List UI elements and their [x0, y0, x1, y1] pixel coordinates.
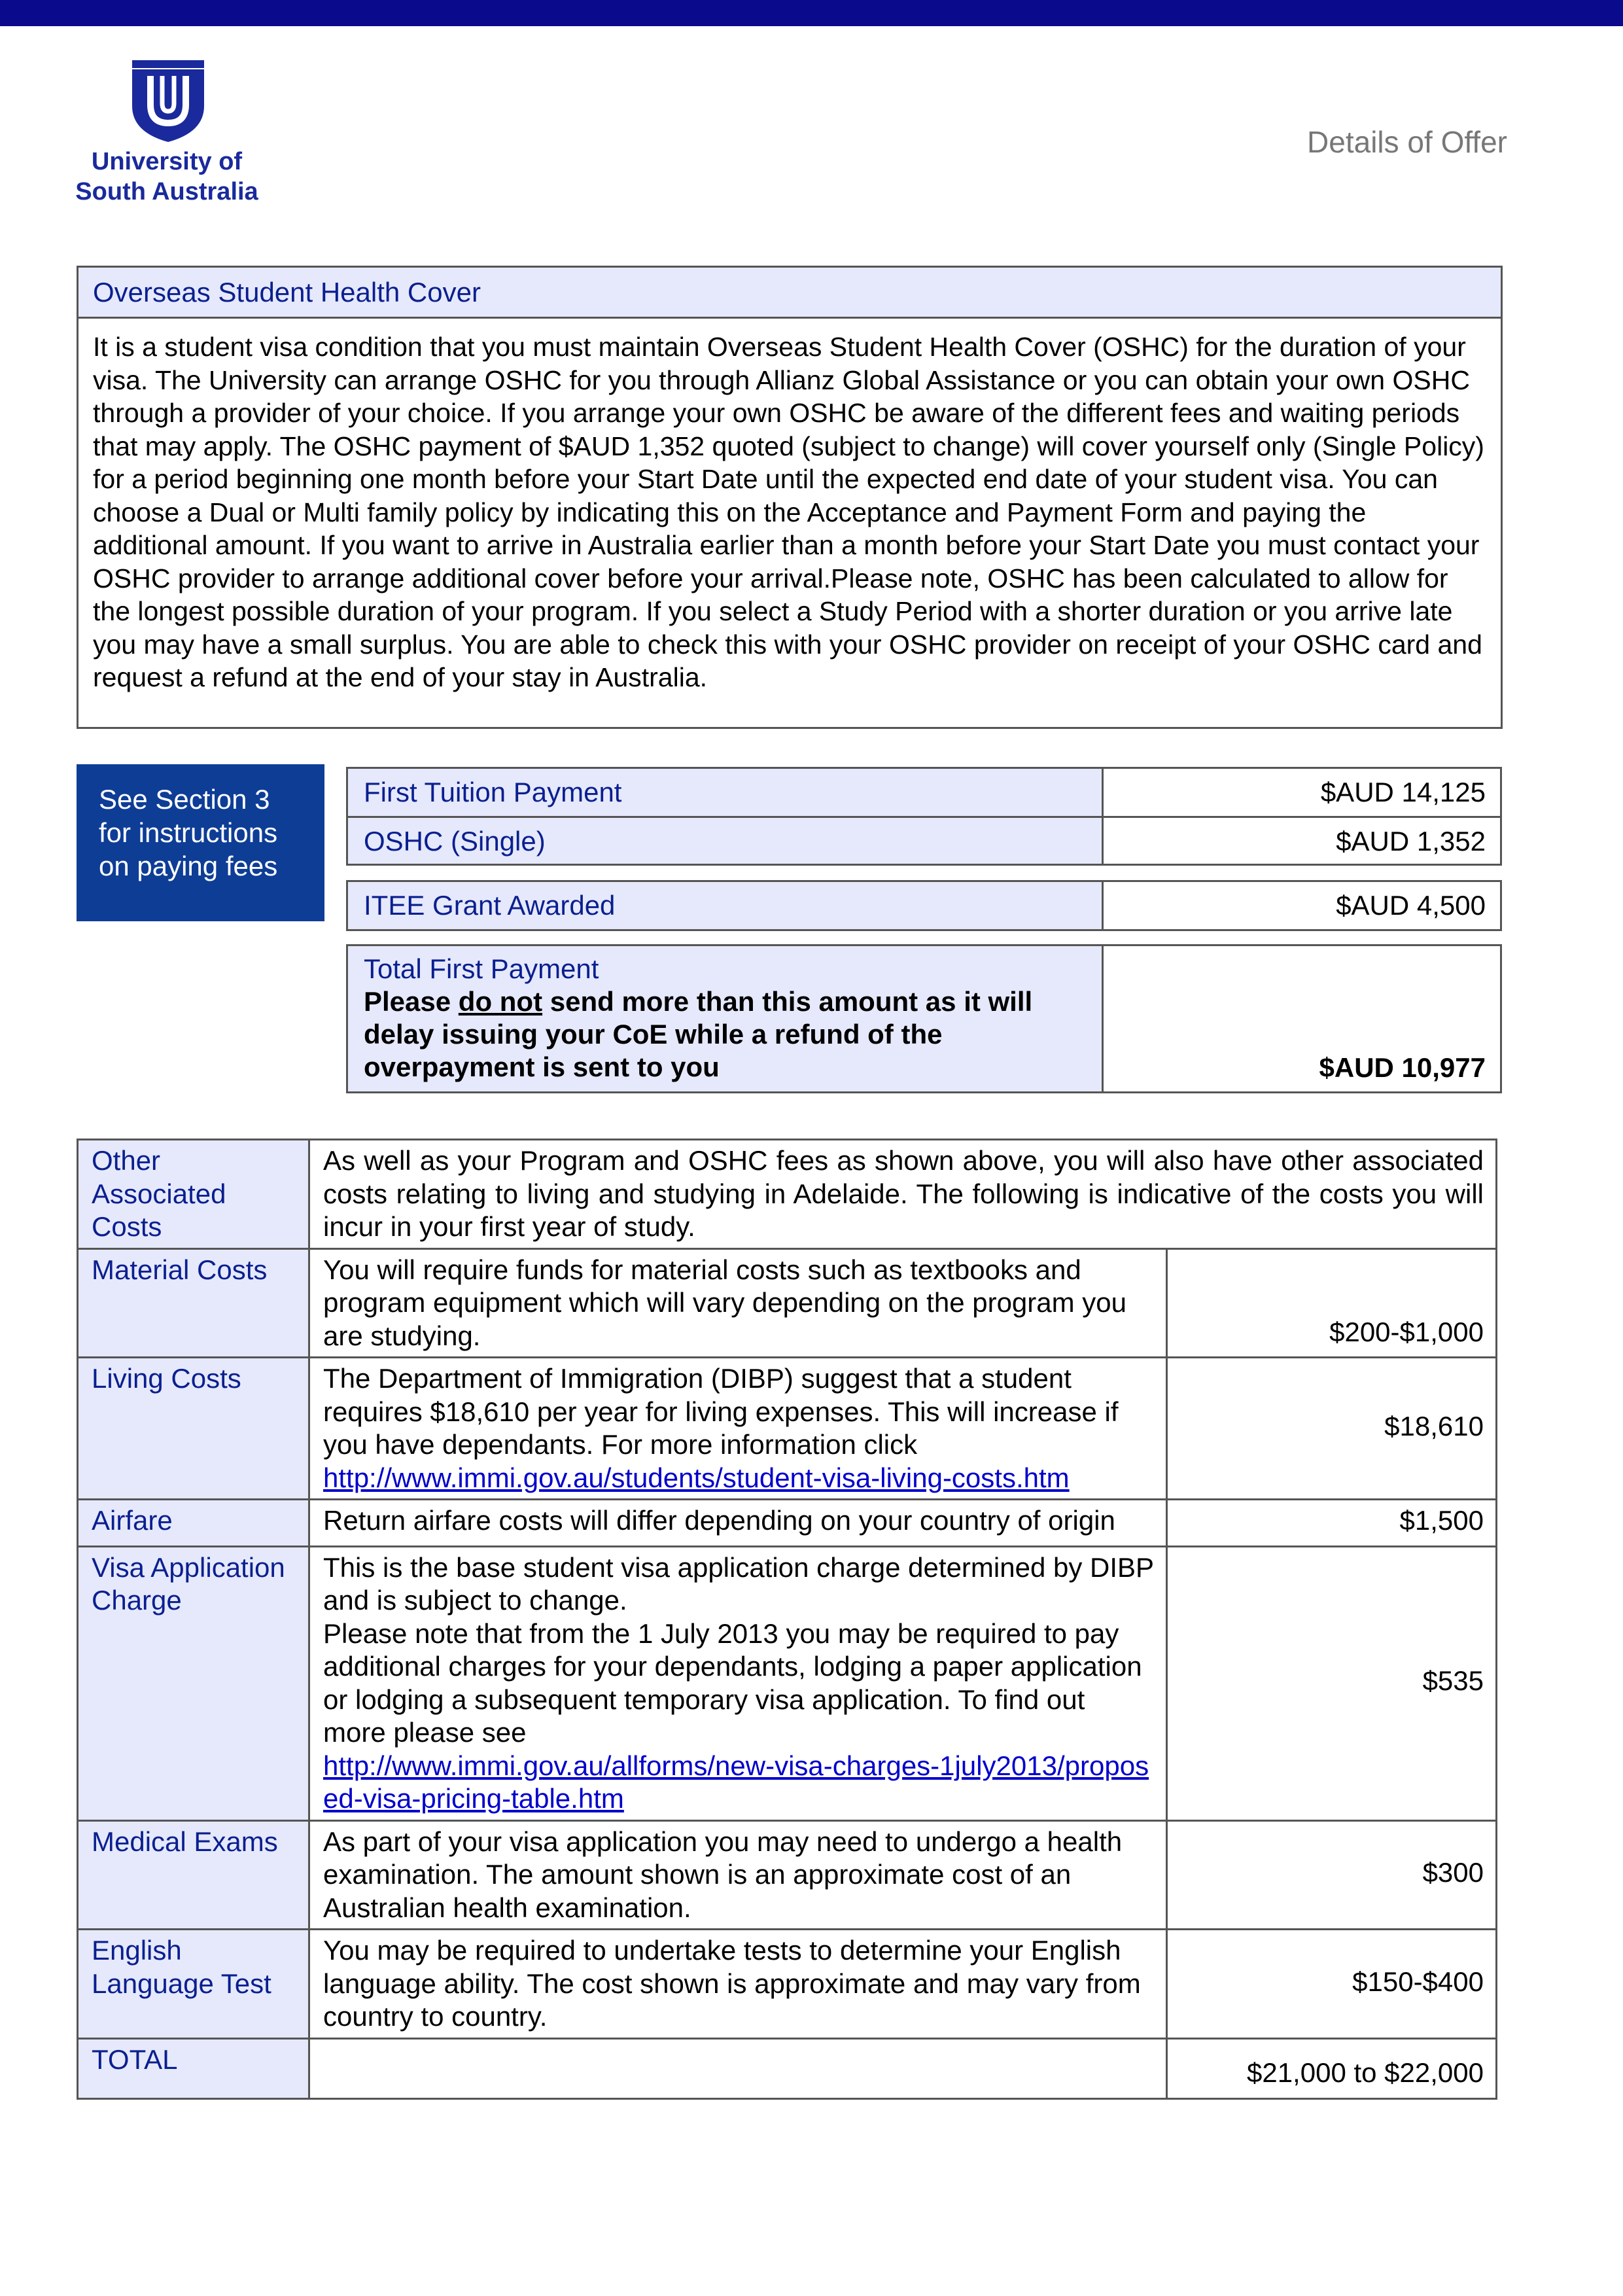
table-row — [78, 1546, 1497, 1820]
warning-underlined: do not — [458, 986, 543, 1017]
total-first-payment-row — [346, 944, 1502, 1093]
warning-text-1: Please — [364, 986, 459, 1017]
medical-exams-amount: $300 — [1167, 1820, 1497, 1930]
table-row — [78, 1820, 1497, 1930]
first-tuition-payment-row — [346, 767, 1502, 818]
overpayment-warning — [364, 985, 1102, 1084]
callout-line-2: for instructions — [99, 817, 278, 848]
oshc-single-row — [346, 816, 1502, 866]
living-costs-amount: $18,610 — [1167, 1358, 1497, 1500]
living-costs-link[interactable]: http://www.immi.gov.au/students/student-visa-living-costs.htm — [323, 1462, 1070, 1493]
oshc-paragraph: It is a student visa condition that you must maintain Overseas Student Health Cover (OSHC) for the duration of your visa. The University can arrange OSHC for you through Allianz Global Assistance or you can obtain your own OSHC through a provider of your choice. If you arrange your own OSHC be aware of the different fees and waiting periods that may apply. The OSHC payment of $AUD 1,352 quoted (subject to change) will cover yourself only (Single Policy) for a period beginning one month before your Start Date until the expected end date of your student visa. You can choose a Dual or Multi family policy by indicating this on the Acceptance and Payment Form and paying the additional amount. If you want to arrive in Australia earlier than a month before your Start Date you must contact your OSHC provider to arrange additional cover before your arrival.Please note, OSHC has been calculated to allow for the longest possible duration of your program. If you select a Study Period with a shorter duration or you arrive late you may have a small surplus. You are able to check this with your OSHC provider on receipt of your OSHC card and request a refund at the end of your stay in Australia. — [93, 332, 1484, 692]
living-costs-description: The Department of Immigration (DIBP) suggest that a student requires $18,610 per year for living expenses. This will increase if you have dependants. For more information click — [323, 1363, 1119, 1460]
table-row — [78, 1358, 1497, 1500]
material-costs-amount: $200-$1,000 — [1167, 1248, 1497, 1358]
oshc-single-label: OSHC (Single) — [348, 818, 1104, 864]
logo-line-2: South Australia — [75, 178, 258, 205]
english-test-amount: $150-$400 — [1167, 1930, 1497, 2039]
total-first-payment-label: Total First Payment — [364, 953, 599, 984]
total-first-payment-value: $AUD 10,977 — [1319, 1052, 1486, 1083]
associated-costs-table — [77, 1139, 1497, 2100]
material-costs-label: Material Costs — [78, 1248, 309, 1358]
oshc-single-value: $AUD 1,352 — [1336, 826, 1486, 857]
top-color-bar — [0, 0, 1623, 26]
visa-charge-label: Visa Application Charge — [78, 1546, 309, 1820]
english-test-label: English Language Test — [78, 1930, 309, 2039]
total-amount: $21,000 to $22,000 — [1167, 2038, 1497, 2098]
payment-instructions-callout — [77, 764, 324, 921]
grant-awarded-label: ITEE Grant Awarded — [348, 882, 1104, 929]
airfare-description: Return airfare costs will differ depending on your country of origin — [309, 1500, 1167, 1547]
logo-line-1: University of — [91, 148, 243, 175]
callout-line-1: See Section 3 — [99, 784, 270, 815]
total-empty-cell — [309, 2038, 1167, 2098]
table-row — [78, 1500, 1497, 1547]
table-row — [78, 1930, 1497, 2039]
callout-line-3: on paying fees — [99, 851, 278, 881]
grant-awarded-row — [346, 880, 1502, 931]
visa-charge-description-1: This is the base student visa application charge determined by DIBP and is subject to change. — [323, 1551, 1154, 1616]
visa-charge-amount: $535 — [1167, 1546, 1497, 1820]
total-label: TOTAL — [78, 2038, 309, 2098]
university-logo — [72, 60, 262, 211]
medical-exams-label: Medical Exams — [78, 1820, 309, 1930]
table-row — [78, 1140, 1497, 1249]
airfare-label: Airfare — [78, 1500, 309, 1547]
material-costs-description: You will require funds for material costs such as textbooks and program equipment which will vary depending on the program you are studying. — [309, 1248, 1167, 1358]
visa-charge-description-2: Please note that from the 1 July 2013 you may be required to pay additional charges for your dependants, lodging a paper application or lodging a subsequent temporary visa application. To find out more please see — [323, 1617, 1142, 1748]
first-tuition-label: First Tuition Payment — [348, 769, 1104, 816]
first-tuition-value: $AUD 14,125 — [1320, 777, 1486, 807]
document-title: Details of Offer — [1307, 125, 1507, 159]
oshc-section — [77, 266, 1503, 729]
warning-text-2: send more than this amount as it will delay issuing your CoE while a refund of the overpayment is sent to you — [364, 986, 1033, 1082]
university-shield-icon — [132, 60, 204, 142]
medical-exams-description: As part of your visa application you may need to undergo a health examination. The amount shown is an approximate cost of an Australian health examination. — [309, 1820, 1167, 1930]
grant-awarded-value: $AUD 4,500 — [1336, 890, 1486, 921]
airfare-amount: $1,500 — [1167, 1500, 1497, 1547]
oshc-heading: Overseas Student Health Cover — [79, 268, 1501, 319]
english-test-description: You may be required to undertake tests to determine your English language ability. The cost shown is approximate and may vary from country to country. — [309, 1930, 1167, 2039]
other-costs-description: As well as your Program and OSHC fees as shown above, you will also have other associated costs relating to living and studying in Adelaide. The following is indicative of the costs you will incur in your first year of study. — [309, 1140, 1497, 1249]
living-costs-label: Living Costs — [78, 1358, 309, 1500]
visa-charges-link[interactable]: http://www.immi.gov.au/allforms/new-visa-charges-1july2013/proposed-visa-pricing-table.htm — [323, 1750, 1149, 1814]
other-costs-label: Other Associated Costs — [78, 1140, 309, 1249]
table-row — [78, 1248, 1497, 1358]
table-row — [78, 2038, 1497, 2098]
